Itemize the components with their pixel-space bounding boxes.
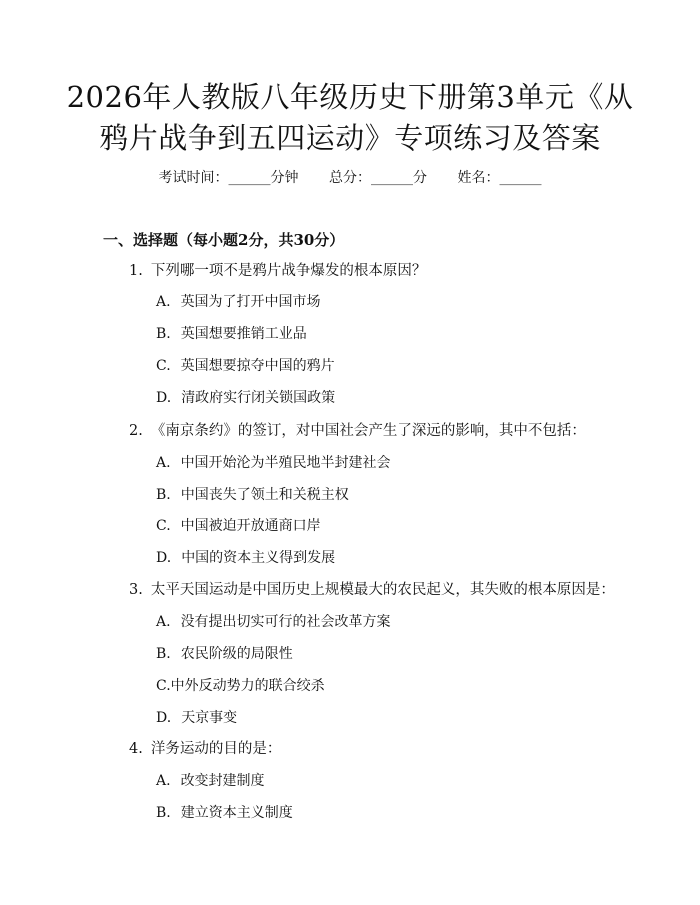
option-text: 中国的资本主义得到发展 — [181, 550, 336, 566]
question-4 — [129, 739, 281, 759]
exam-time-field: 考试时间：______分钟 — [158, 170, 299, 186]
option-text: 建立资本主义制度 — [180, 805, 293, 821]
question-text: 下列哪一项不是鸦片战争爆发的根本原因？ — [150, 263, 427, 279]
option-text: 英国为了打开中国市场 — [180, 294, 321, 310]
option-text: 农民阶级的局限性 — [180, 646, 293, 662]
total-score-field: 总分：______分 — [329, 170, 427, 186]
option-letter: D. — [156, 710, 172, 726]
question-number: 3. — [129, 582, 143, 598]
question-text: 洋务运动的目的是： — [150, 741, 282, 757]
option-text: 改变封建制度 — [180, 773, 265, 789]
option-letter: A. — [156, 614, 171, 630]
question-3-option-c — [156, 676, 325, 696]
question-text: 太平天国运动是中国历史上规模最大的农民起义，其失败的根本原因是： — [150, 582, 615, 598]
question-1-option-d — [156, 388, 335, 408]
option-text: 中国开始沦为半殖民地半封建社会 — [180, 455, 391, 471]
option-letter: B. — [156, 646, 171, 662]
option-text: 没有提出切实可行的社会改革方案 — [180, 614, 391, 630]
question-3-option-d — [156, 708, 237, 728]
question-2-option-a — [156, 453, 391, 473]
option-letter: A. — [156, 294, 171, 310]
question-2 — [129, 421, 586, 441]
question-1-option-c — [156, 356, 335, 376]
option-text: 英国想要掠夺中国的鸦片 — [180, 358, 335, 374]
option-text: 中外反动势力的联合绞杀 — [170, 678, 325, 694]
question-text: 《南京条约》的签订，对中国社会产生了深远的影响，其中不包括： — [150, 423, 586, 439]
option-letter: A. — [156, 773, 171, 789]
question-number: 4. — [129, 741, 143, 757]
option-letter: D. — [156, 390, 172, 406]
option-letter: D. — [156, 550, 172, 566]
question-1-option-b — [156, 324, 307, 344]
option-letter: B. — [156, 487, 171, 503]
option-text: 英国想要推销工业品 — [180, 326, 307, 342]
option-text: 清政府实行闭关锁国政策 — [181, 390, 336, 406]
option-letter: B. — [156, 326, 171, 342]
option-letter: C. — [156, 518, 171, 534]
student-name-field: 姓名：______ — [457, 170, 542, 186]
question-3-option-b — [156, 644, 293, 664]
question-2-option-c — [156, 516, 321, 536]
option-letter: B. — [156, 805, 171, 821]
document-title-line-2: 鸦片战争到五四运动》专项练习及答案 — [99, 121, 601, 155]
question-1-option-a — [156, 292, 321, 312]
section-heading-multiple-choice: 一、选择题（每小题2分，共30分） — [103, 231, 345, 249]
document-title-line-1: 2026年人教版八年级历史下册第3单元《从 — [66, 80, 634, 114]
option-letter: A. — [156, 455, 171, 471]
question-3 — [129, 580, 615, 600]
question-2-option-b — [156, 485, 349, 505]
exam-info — [0, 168, 700, 188]
question-2-option-d — [156, 548, 335, 568]
option-letter: C. — [156, 678, 171, 694]
question-4-option-a — [156, 771, 265, 791]
question-3-option-a — [156, 612, 391, 632]
option-text: 中国被迫开放通商口岸 — [180, 518, 321, 534]
question-1 — [129, 261, 426, 281]
option-text: 天京事变 — [181, 710, 238, 726]
question-number: 1. — [129, 263, 143, 279]
option-text: 中国丧失了领土和关税主权 — [180, 487, 349, 503]
question-number: 2. — [129, 423, 143, 439]
question-4-option-b — [156, 803, 293, 823]
option-letter: C. — [156, 358, 171, 374]
